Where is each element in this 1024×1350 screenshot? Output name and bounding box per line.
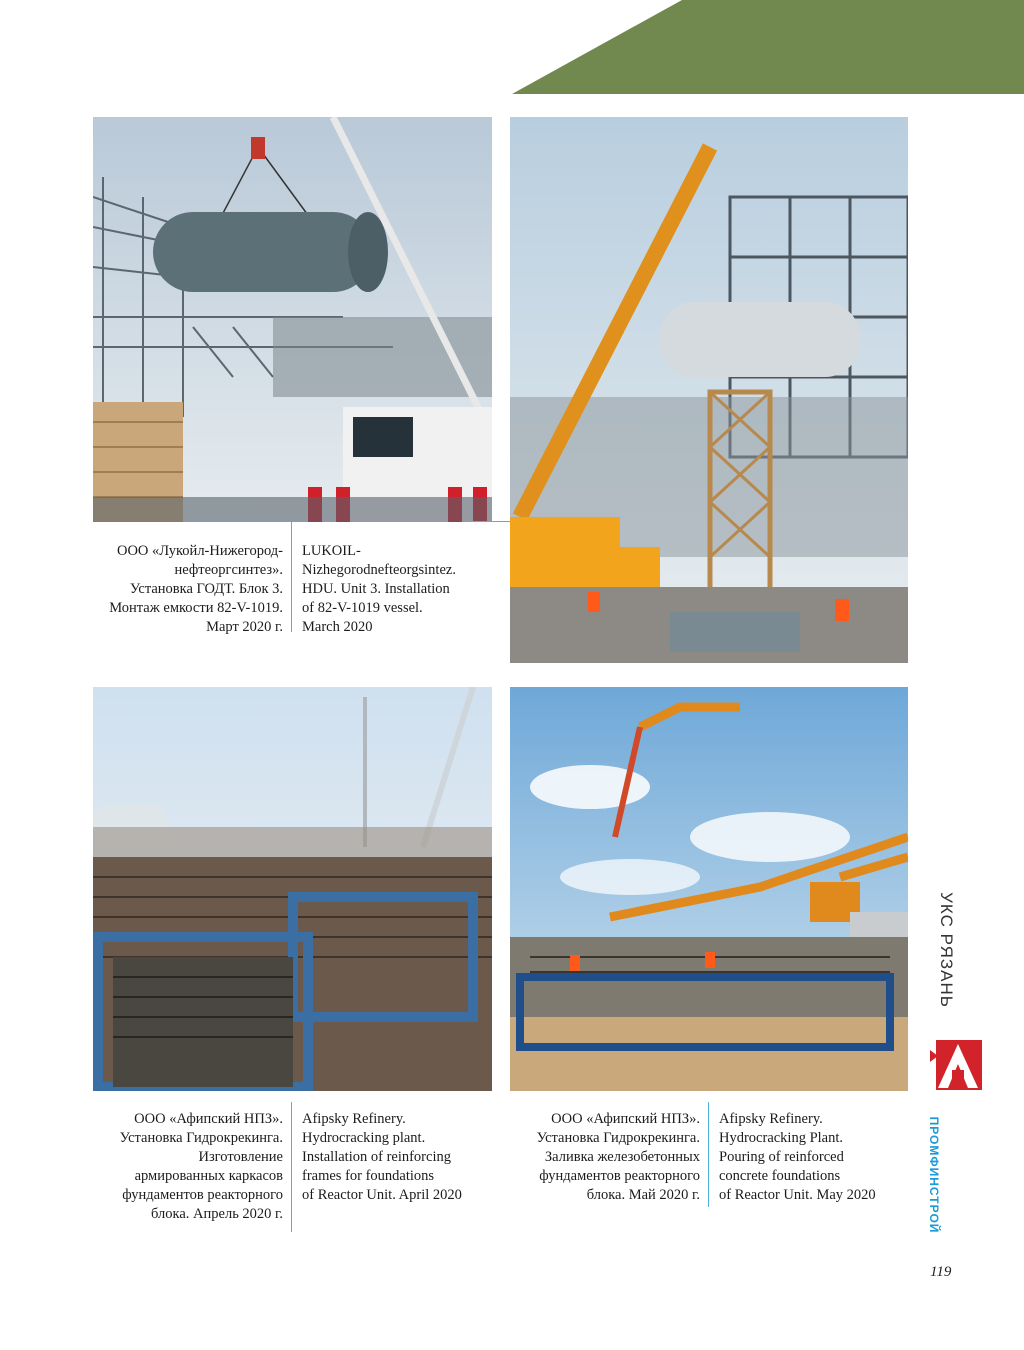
caption-2-en — [302, 1110, 507, 1205]
photo-concrete-pouring-afipsky — [510, 687, 908, 1091]
caption-line: March 2020 — [302, 619, 373, 635]
caption-1-en — [302, 542, 507, 637]
caption-line: LUKOIL- — [302, 543, 361, 559]
caption-1-ru — [70, 542, 283, 637]
caption-line: concrete foundations — [719, 1168, 841, 1184]
caption-line: Afipsky Refinery. — [302, 1111, 406, 1127]
section-title — [936, 870, 956, 1030]
caption-2-ru — [70, 1110, 283, 1224]
photo-vessel-lift-lukoil — [93, 117, 492, 522]
brand-name-text: ПРОМФИНСТРОЙ — [927, 1116, 941, 1234]
caption-line: армированных каркасов — [134, 1168, 283, 1184]
caption-line: фундаментов реакторного — [539, 1168, 700, 1184]
caption-line: Март 2020 г. — [206, 619, 283, 635]
caption-3-divider — [708, 1102, 709, 1207]
caption-line: Установка Гидрокрекинга. — [119, 1130, 283, 1146]
caption-line: ООО «Афипский НПЗ». — [551, 1111, 700, 1127]
brand-name — [924, 1100, 944, 1250]
caption-line: блока. Май 2020 г. — [586, 1187, 700, 1203]
caption-line: Afipsky Refinery. — [719, 1111, 823, 1127]
photo-reinforcing-frames-afipsky — [93, 687, 492, 1091]
caption-3-en — [719, 1110, 909, 1205]
caption-line: ООО «Афипский НПЗ». — [134, 1111, 283, 1127]
company-logo-icon — [930, 1036, 986, 1094]
corner-decoration — [512, 0, 1024, 94]
caption-line: Nizhegorodnefteorgsintez. — [302, 562, 456, 578]
caption-line: Установка Гидрокрекинга. — [536, 1130, 700, 1146]
page-number: 119 — [930, 1264, 952, 1280]
caption-line: Изготовление — [198, 1149, 283, 1165]
caption-line: нефтеоргсинтез». — [174, 562, 283, 578]
caption-line: Installation of reinforcing — [302, 1149, 451, 1165]
caption-2-divider — [291, 1102, 292, 1232]
caption-line: of 82-V-1019 vessel. — [302, 600, 423, 616]
caption-line: Установка ГОДТ. Блок 3. — [129, 581, 283, 597]
caption-line: of Reactor Unit. April 2020 — [302, 1187, 462, 1203]
caption-line: блока. Апрель 2020 г. — [151, 1206, 283, 1222]
caption-line: Заливка железобетонных — [544, 1149, 700, 1165]
caption-3-ru — [490, 1110, 700, 1205]
caption-line: HDU. Unit 3. Installation — [302, 581, 450, 597]
caption-line: Монтаж емкости 82-V-1019. — [109, 600, 283, 616]
photo-vessel-installation-lukoil — [510, 117, 908, 663]
caption-line: frames for foundations — [302, 1168, 435, 1184]
caption-1-divider — [291, 522, 292, 632]
caption-1-rule — [470, 521, 510, 522]
section-title-text: УКС РЯЗАНЬ — [937, 892, 956, 1008]
caption-line: Pouring of reinforced — [719, 1149, 844, 1165]
caption-line: of Reactor Unit. May 2020 — [719, 1187, 876, 1203]
caption-line: Hydrocracking Plant. — [719, 1130, 844, 1146]
caption-line: Hydrocracking plant. — [302, 1130, 426, 1146]
caption-line: ООО «Лукойл-Нижегород- — [116, 543, 283, 559]
caption-line: фундаментов реакторного — [122, 1187, 283, 1203]
